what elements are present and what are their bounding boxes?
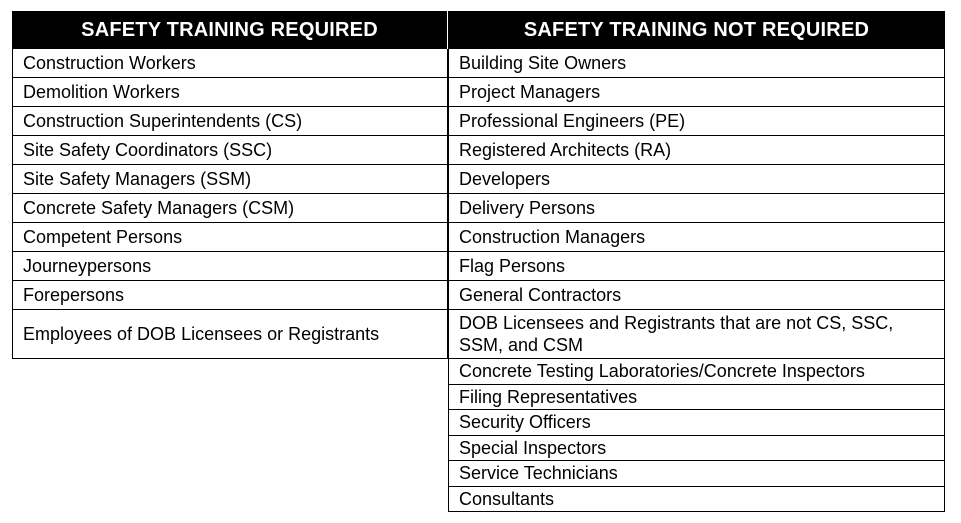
not-required-item: Flag Persons xyxy=(449,252,944,281)
not-required-header: SAFETY TRAINING NOT REQUIRED xyxy=(448,11,945,49)
required-item: Construction Superintendents (CS) xyxy=(13,107,447,136)
not-required-item: Developers xyxy=(449,165,944,194)
not-required-item: Concrete Testing Laboratories/Concrete Inspectors xyxy=(449,359,944,385)
not-required-item: Security Officers xyxy=(449,410,944,436)
not-required-item: Construction Managers xyxy=(449,223,944,252)
required-item: Concrete Safety Managers (CSM) xyxy=(13,194,447,223)
required-column xyxy=(12,11,448,359)
not-required-item: Service Technicians xyxy=(449,461,944,487)
required-item: Site Safety Coordinators (SSC) xyxy=(13,136,447,165)
not-required-item: Project Managers xyxy=(449,78,944,107)
not-required-column xyxy=(448,11,945,512)
not-required-item: General Contractors xyxy=(449,281,944,310)
not-required-list xyxy=(448,49,945,512)
not-required-item: Consultants xyxy=(449,487,944,513)
required-item: Journeypersons xyxy=(13,252,447,281)
required-item: Demolition Workers xyxy=(13,78,447,107)
not-required-item: DOB Licensees and Registrants that are not CS, SSC, SSM, and CSM xyxy=(449,310,944,359)
not-required-item: Building Site Owners xyxy=(449,49,944,78)
not-required-item: Delivery Persons xyxy=(449,194,944,223)
required-item: Employees of DOB Licensees or Registrants xyxy=(13,310,447,359)
required-item: Construction Workers xyxy=(13,49,447,78)
not-required-item: Special Inspectors xyxy=(449,436,944,462)
required-list xyxy=(12,49,448,359)
required-item: Forepersons xyxy=(13,281,447,310)
not-required-item: Registered Architects (RA) xyxy=(449,136,944,165)
not-required-item: Professional Engineers (PE) xyxy=(449,107,944,136)
not-required-item: Filing Representatives xyxy=(449,385,944,411)
required-item: Competent Persons xyxy=(13,223,447,252)
required-header: SAFETY TRAINING REQUIRED xyxy=(12,11,448,49)
required-item: Site Safety Managers (SSM) xyxy=(13,165,447,194)
